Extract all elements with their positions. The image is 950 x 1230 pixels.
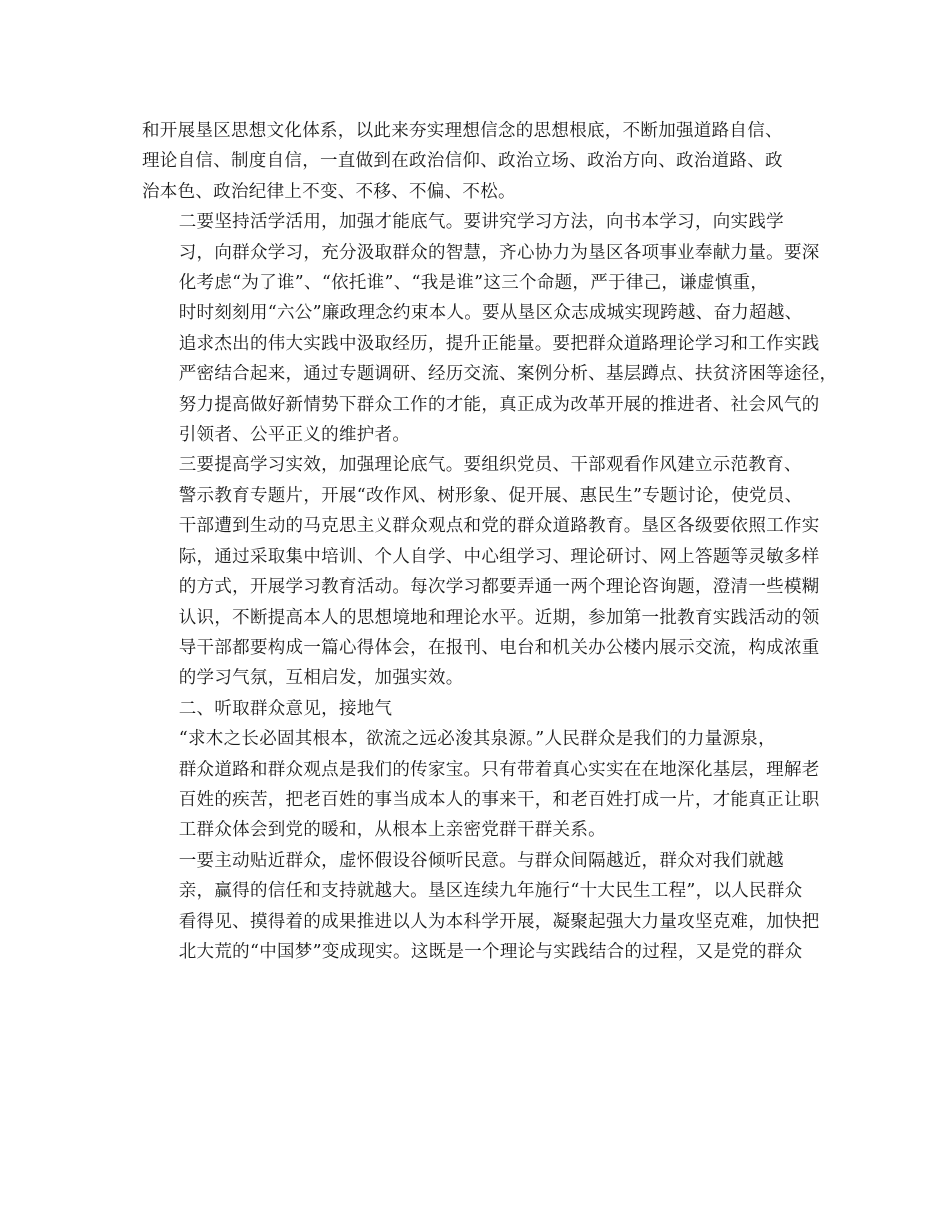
paragraph: [142, 846, 820, 968]
document-body: [142, 116, 838, 967]
text-line: 看得见、摸得着的成果推进以人为本科学开展，凝聚起强大力量攻坚克难，加快把: [178, 911, 820, 932]
text-line: 引领者、公平正义的维护者。: [178, 425, 411, 446]
text-line: 二要坚持活学活用，加强才能底气。要讲究学习方法，向书本学习，向实践学: [178, 212, 784, 233]
text-line: 二、听取群众意见，接地气: [178, 698, 393, 719]
paragraph: [142, 207, 838, 450]
text-line: 认识，不断提高本人的思想境地和理论水平。近期，参加第一批教育实践活动的领: [178, 607, 820, 628]
text-line: 和开展垦区思想文化体系，以此来夯实理想信念的思想根底，不断加强道路自信、: [142, 121, 783, 141]
text-line: “求木之长必固其根本，欲流之远必浚其泉源。”人民群众是我们的力量源泉，: [178, 729, 776, 750]
text-line: 亲，赢得的信任和支持就越大。垦区连续九年施行“十大民生工程”，以人民群众: [178, 881, 803, 902]
text-line: 理论自信、制度自信，一直做到在政治信仰、政治立场、政治方向、政治道路、政: [142, 151, 783, 172]
text-line: 警示教育专题片，开展“改作风、树形象、促开展、惠民生”专题讨论，使党员、: [178, 485, 803, 506]
text-line: 北大荒的“中国梦”变成现实。这既是一个理论与实践结合的过程，又是党的群众: [178, 941, 803, 962]
text-line: 导干部都要构成一篇心得体会，在报刊、电台和机关办公楼内展示交流，构成浓重: [178, 637, 820, 658]
text-line: 一要主动贴近群众，虚怀假设谷倾听民意。与群众间隔越近，群众对我们就越: [178, 850, 784, 871]
text-line: 习，向群众学习，充分汲取群众的智慧，齐心协力为垦区各项事业奉献力量。要深: [178, 242, 820, 263]
text-line: 群众道路和群众观点是我们的传家宝。只有带着真心实实在在地深化基层，理解老: [178, 759, 820, 780]
paragraph: [142, 724, 820, 846]
text-line: 化考虑“为了谁”、“依托谁”、“我是谁”这三个命题，严于律己，谦虚慎重，: [178, 273, 769, 294]
text-line: 严密结合起来，通过专题调研、经历交流、案例分析、基层蹲点、扶贫济困等途径，: [178, 364, 838, 385]
document-page: [142, 116, 838, 967]
text-line: 时时刻刻用“六公”廉政理念约束本人。要从垦区众志成城实现跨越、奋力超越、: [178, 303, 803, 324]
text-line: 的方式，开展学习教育活动。每次学习都要弄通一两个理论咨询题，澄清一些模糊: [178, 577, 820, 598]
text-line: 工群众体会到党的暖和，从根本上亲密党群干群关系。: [178, 820, 606, 841]
section-heading: [142, 694, 810, 724]
paragraph: [142, 116, 810, 207]
text-line: 百姓的疾苦，把老百姓的事当成本人的事来干，和老百姓打成一片，才能真正让职: [178, 789, 820, 810]
text-line: 三要提高学习实效，加强理论底气。要组织党员、干部观看作风建立示范教育、: [178, 455, 802, 476]
text-line: 际，通过采取集中培训、个人自学、中心组学习、理论研讨、网上答题等灵敏多样: [178, 546, 820, 567]
text-line: 的学习气氛，互相启发，加强实效。: [178, 668, 464, 689]
paragraph: [142, 450, 820, 693]
text-line: 干部遭到生动的马克思主义群众观点和党的群众道路教育。垦区各级要依照工作实: [178, 516, 820, 537]
text-line: 努力提高做好新情势下群众工作的才能，真正成为改革开展的推进者、社会风气的: [178, 394, 820, 415]
text-line: 治本色、政治纪律上不变、不移、不偏、不松。: [142, 181, 516, 202]
text-line: 追求杰出的伟大实践中汲取经历，提升正能量。要把群众道路理论学习和工作实践: [178, 333, 820, 354]
